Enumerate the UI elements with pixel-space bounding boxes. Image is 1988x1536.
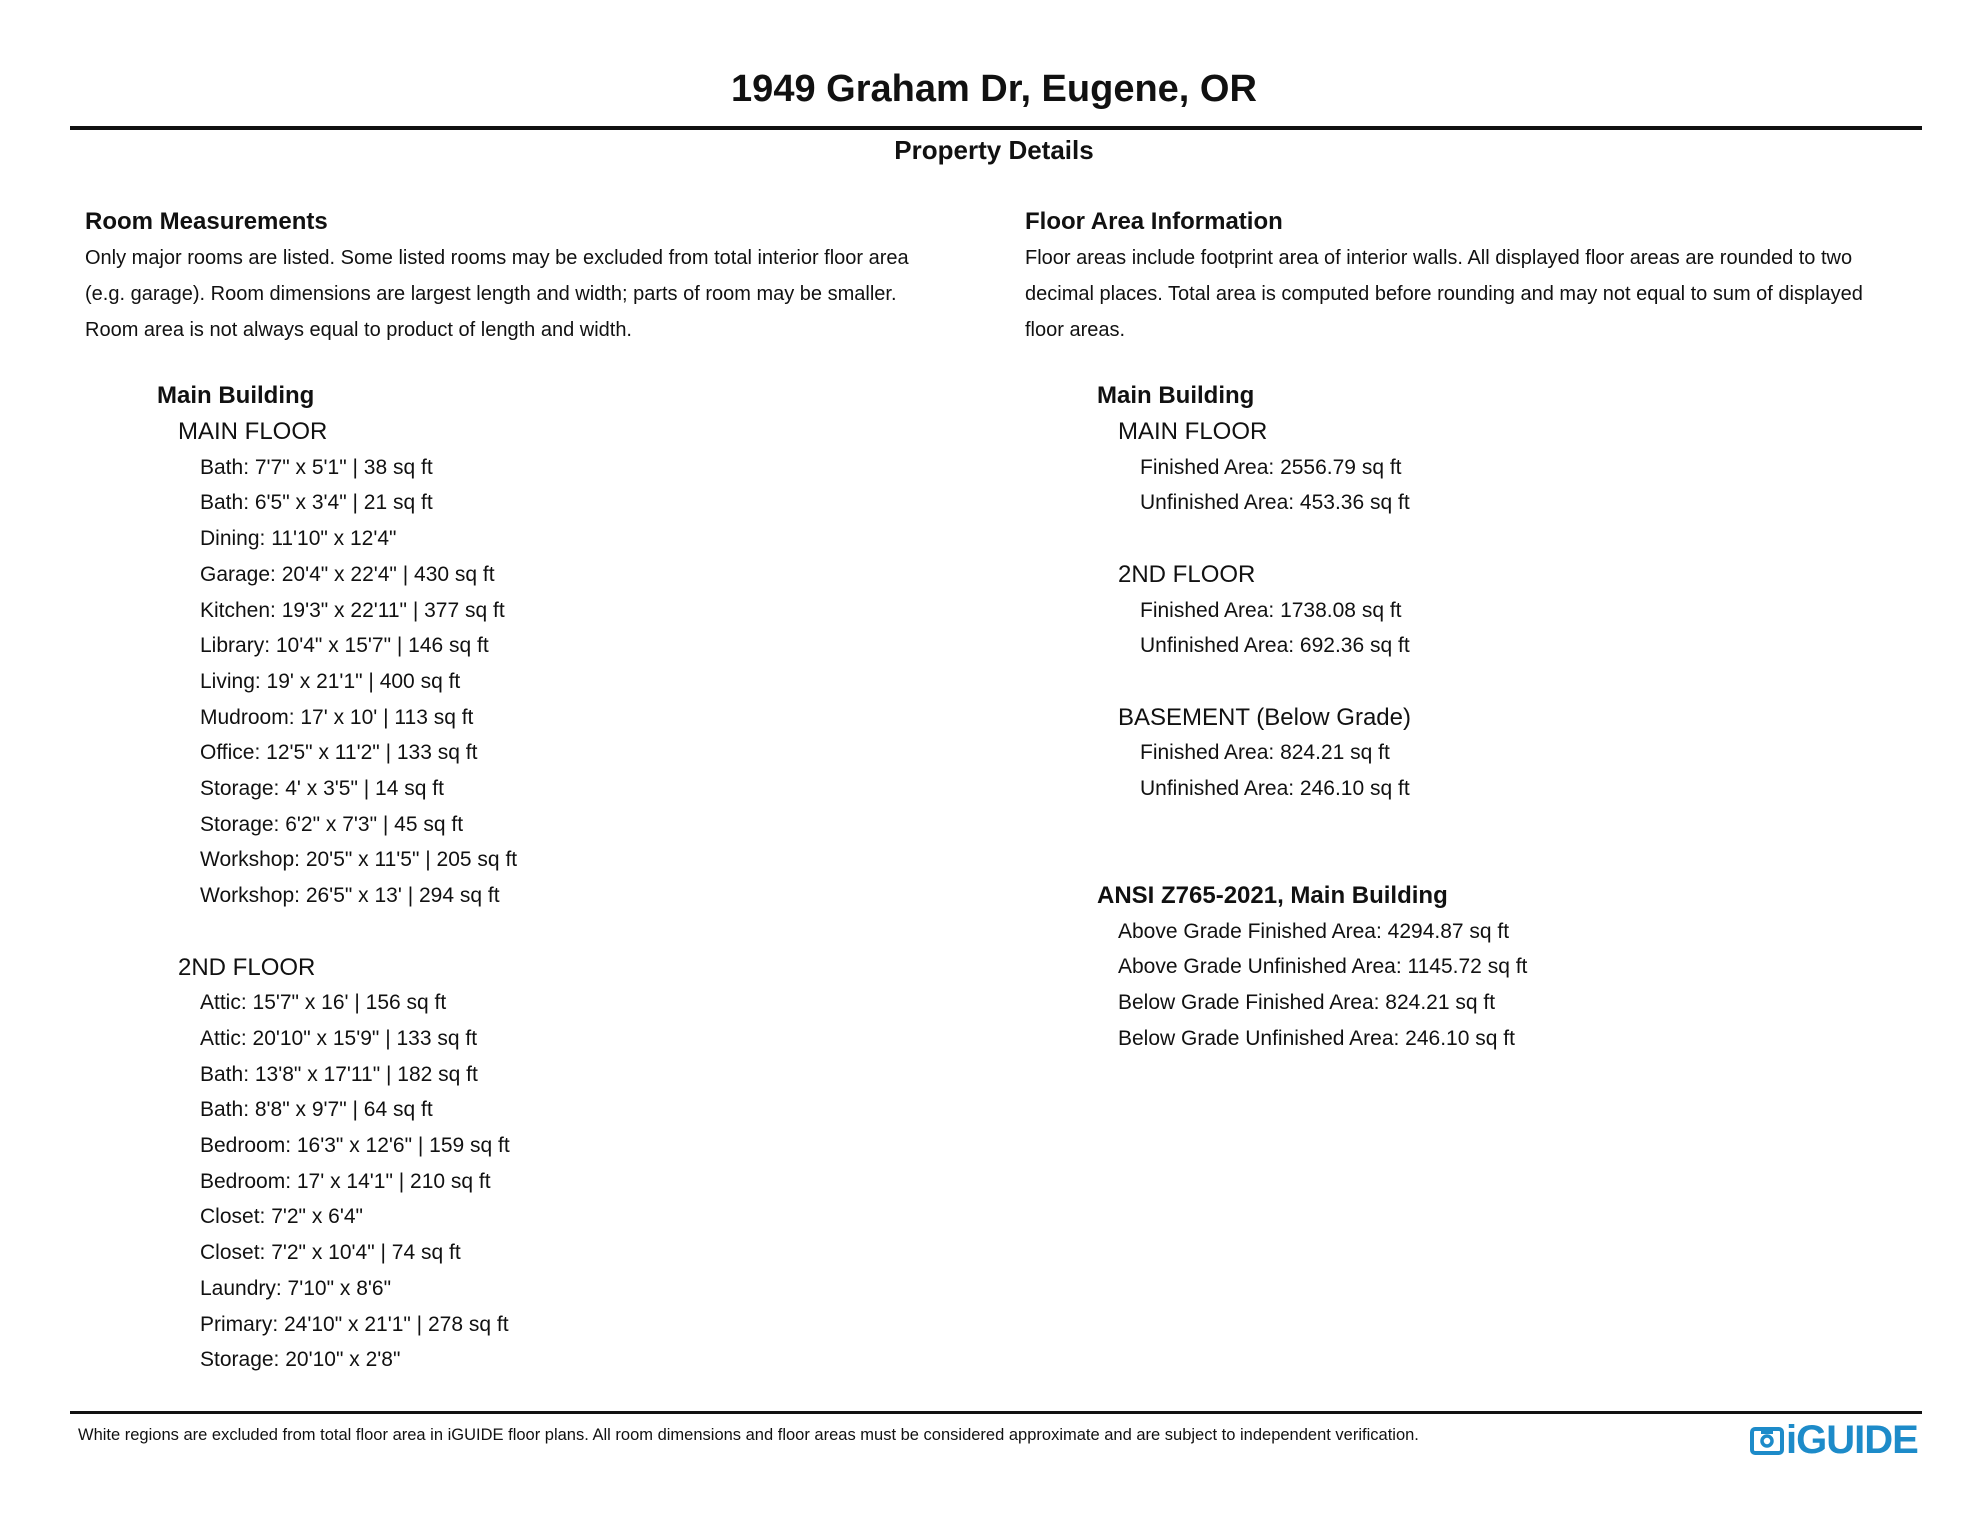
floor-name-basement: BASEMENT (Below Grade) [1118,703,1411,731]
room-row: Office: 12'5" x 11'2" | 133 sq ft [200,741,478,765]
finished-area: Finished Area: 824.21 sq ft [1140,741,1390,765]
spacer [1097,521,1925,557]
room-row: Storage: 6'2" x 7'3" | 45 sq ft [200,812,464,836]
room-row: Attic: 15'7" x 16' | 156 sq ft [200,991,447,1015]
unfinished-area: Unfinished Area: 246.10 sq ft [1140,777,1410,800]
room-row: Storage: 4' x 3'5" | 14 sq ft [200,777,444,801]
room-row: Closet: 7'2" x 6'4" [200,1205,364,1229]
logo-text: iGUIDE [1786,1418,1918,1462]
area-building-block [1097,378,1925,1057]
room-row: Bedroom: 17' x 14'1" | 210 sq ft [200,1169,491,1193]
ansi-heading: ANSI Z765-2021, Main Building [1097,881,1448,909]
ansi-block [1097,878,1925,1057]
floor-name-2nd: 2ND FLOOR [178,953,316,981]
room-row: Bath: 7'7" x 5'1" | 38 sq ft [200,455,433,479]
room-row: Garage: 20'4" x 22'4" | 430 sq ft [200,562,495,586]
room-row: Dining: 11'10" x 12'4" [200,527,397,551]
room-row: Primary: 24'10" x 21'1" | 278 sq ft [200,1312,509,1336]
finished-area: Finished Area: 1738.08 sq ft [1140,598,1402,622]
room-note-line: (e.g. garage). Room dimensions are largest length and width; parts of room may be smaller. [85,283,897,305]
footer-disclaimer: White regions are excluded from total floor area in iGUIDE floor plans. All room dimensions and floor areas must be considered approximate and are subject to independent verification. [78,1426,1419,1444]
room-row: Laundry: 7'10" x 8'6" [200,1276,392,1300]
room-row: Kitchen: 19'3" x 22'11" | 377 sq ft [200,598,505,622]
footer-rule [70,1411,1922,1414]
room-row: Workshop: 20'5" x 11'5" | 205 sq ft [200,848,518,872]
floor-name-2nd: 2ND FLOOR [1118,560,1256,588]
building-name: Main Building [157,382,315,409]
room-measurements-section [85,204,1005,1378]
room-row: Bath: 13'8" x 17'11" | 182 sq ft [200,1062,478,1086]
room-note-line: Room area is not always equal to product of length and width. [85,319,632,341]
ansi-row: Above Grade Unfinished Area: 1145.72 sq ft [1118,955,1528,979]
spacer [157,914,1005,950]
room-row: Mudroom: 17' x 10' | 113 sq ft [200,705,474,729]
page-subtitle: Property Details [894,135,1094,165]
room-building-block [157,378,1005,1378]
area-note-line: decimal places. Total area is computed before rounding and may not equal to sum of displayed [1025,283,1863,305]
floor-area-heading: Floor Area Information [1025,208,1283,235]
ansi-row: Below Grade Unfinished Area: 246.10 sq ft [1118,1026,1515,1050]
room-row: Storage: 20'10" x 2'8" [200,1348,401,1372]
building-name: Main Building [1097,382,1255,409]
floor-area-section [1025,204,1925,1057]
spacer [1097,664,1925,700]
room-note-line: Only major rooms are listed. Some listed rooms may be excluded from total interior floor area [85,247,909,269]
iguide-logo-icon [1750,1425,1784,1457]
area-note-line: floor areas. [1025,319,1126,341]
area-note-line: Floor areas include footprint area of interior walls. All displayed floor areas are rounded to two [1025,247,1853,269]
page-title: 1949 Graham Dr, Eugene, OR [731,68,1257,110]
room-row: Attic: 20'10" x 15'9" | 133 sq ft [200,1026,478,1050]
room-row: Closet: 7'2" x 10'4" | 74 sq ft [200,1241,461,1265]
floor-name-main: MAIN FLOOR [178,418,328,445]
room-row: Bedroom: 16'3" x 12'6" | 159 sq ft [200,1134,510,1158]
ansi-row: Below Grade Finished Area: 824.21 sq ft [1118,991,1496,1015]
room-row: Workshop: 26'5" x 13' | 294 sq ft [200,884,500,908]
room-row: Bath: 8'8" x 9'7" | 64 sq ft [200,1098,433,1122]
unfinished-area: Unfinished Area: 692.36 sq ft [1140,634,1410,658]
title-rule [70,126,1922,130]
floor-name-main: MAIN FLOOR [1118,418,1268,445]
room-row: Living: 19' x 21'1" | 400 sq ft [200,669,461,693]
room-measurements-heading: Room Measurements [85,208,328,235]
iguide-logo [1750,1418,1918,1463]
finished-area: Finished Area: 2556.79 sq ft [1140,455,1402,479]
unfinished-area: Unfinished Area: 453.36 sq ft [1140,491,1410,515]
ansi-row: Above Grade Finished Area: 4294.87 sq ft [1118,919,1510,943]
room-row: Bath: 6'5" x 3'4" | 21 sq ft [200,491,433,515]
room-row: Library: 10'4" x 15'7" | 146 sq ft [200,634,489,658]
